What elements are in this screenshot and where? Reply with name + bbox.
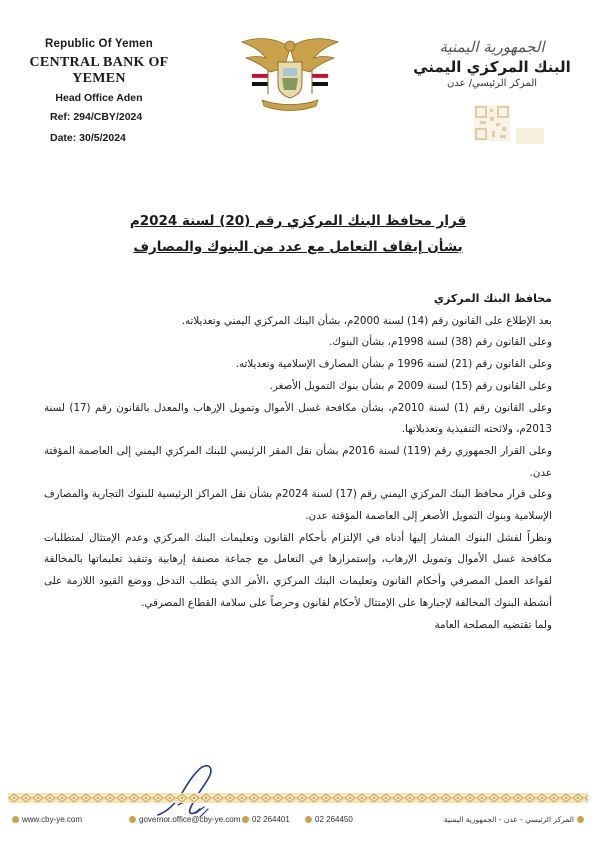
mail-icon: [129, 816, 136, 823]
yemen-emblem-icon: [238, 34, 342, 114]
globe-icon: [12, 816, 19, 823]
paragraph: ولما تقتضيه المصلحة العامة: [434, 618, 552, 631]
decree-body: [44, 288, 552, 636]
footer-website[interactable]: www.cby-ye.com: [12, 815, 82, 824]
paragraph: ونظراً لفشل البنوك المشار إليها أدناه في الإلتزام بأحكام القانون وتعليمات البنك المركزي وعدم الإمتثال لمتطلبات مكافحة غسل الأموال وتمويل الإرهاب، وإستمرارها في التعامل مع جماعة مصنفة إرهابية وتنفيذ تعليماتها بالمخالفة لقواعد العمل المصرفي وأحكام القانون وتعليمات البنك المركزي ،الأمر الذي يتطلب التدخل ووضع القيود اللازمة على أنشطة البنوك المخالفة لإجبارها على الإمتثال لأحكام لقانون وحرصاً على سلامة القطاع المصرفي.: [44, 531, 552, 609]
office-ar: المركز الرئيسي/ عدن: [446, 78, 538, 89]
paragraph: وعلى القانون رقم (1) لسنة 2010م، بشأن مكافحة غسل الأموال وتمويل الإرهاب والمعدل بالقانون رقم (17) لسنة 2013م، ولائحته التنفيذية وتعديلاتها.: [44, 401, 552, 436]
title-line-1: قرار محافظ البنك المركزي رقم (20) لسنة 2024م: [129, 213, 467, 229]
header-arabic: [412, 38, 572, 89]
footer-address: المركز الرئيسي - عدن - الجمهورية اليمنية: [444, 815, 584, 824]
footer-ornament: [8, 793, 588, 803]
title-line-2: بشأن إيقاف التعامل مع عدد من البنوك والمصارف: [133, 239, 463, 255]
republic-en: Republic Of Yemen: [45, 38, 153, 50]
decree-title: [60, 208, 536, 260]
paragraph: وعلى القانون رقم (21) لسنة 1996 م بشأن المصارف الإسلامية وتعديلاته.: [235, 358, 552, 371]
bank-name-ar: البنك المركزي اليمني: [413, 58, 571, 76]
watermark-patch: [516, 128, 544, 144]
office-en: Head Office Aden: [55, 92, 143, 104]
paragraph: وعلى القانون رقم (15) لسنة 2009 م بشأن بنوك التمويل الأصغر.: [269, 379, 552, 392]
reference-number: Ref: 294/CBY/2024: [50, 111, 143, 123]
footer-contact: [12, 813, 584, 829]
paragraph: بعد الإطلاع على القانون رقم (14) لسنة 2000م، بشأن البنك المركزي اليمني وتعديلاته.: [181, 314, 552, 327]
bank-name-en: CENTRAL BANK OF YEMEN: [29, 55, 169, 86]
footer-fax: 02 264450: [305, 815, 353, 824]
paragraph: وعلى القرار الجمهوري رقم (119) لسنة 2016م بشأن نقل المقر الرئيسي للبنك المركزي اليمني إلى العاصمة المؤقتة عدن.: [44, 444, 552, 479]
letter-date: Date: 30/5/2024: [50, 132, 126, 144]
phone-icon: [242, 816, 249, 823]
paragraph: وعلى القانون رقم (38) لسنة 1998م، بشأن البنوك.: [329, 336, 552, 349]
paragraph: وعلى قرار محافظ البنك المركزي اليمني رقم (17) لسنة 2024م بشأن نقل المراكز الرئيسية للبنوك التجارية والمصارف الإسلامية وبنوك التمويل الأصغر إلى العاصمة المؤقتة عدن.: [44, 488, 552, 523]
body-heading: محافظ البنك المركزي: [433, 292, 552, 305]
location-icon: [577, 816, 584, 823]
footer-phone: 02 264401: [242, 815, 290, 824]
qr-code-icon: [474, 105, 510, 141]
republic-ar: الجمهورية اليمنية: [439, 38, 545, 56]
header-english: [14, 38, 184, 104]
footer-email[interactable]: governor.office@cby-ye.com: [129, 815, 240, 824]
fax-icon: [305, 816, 312, 823]
